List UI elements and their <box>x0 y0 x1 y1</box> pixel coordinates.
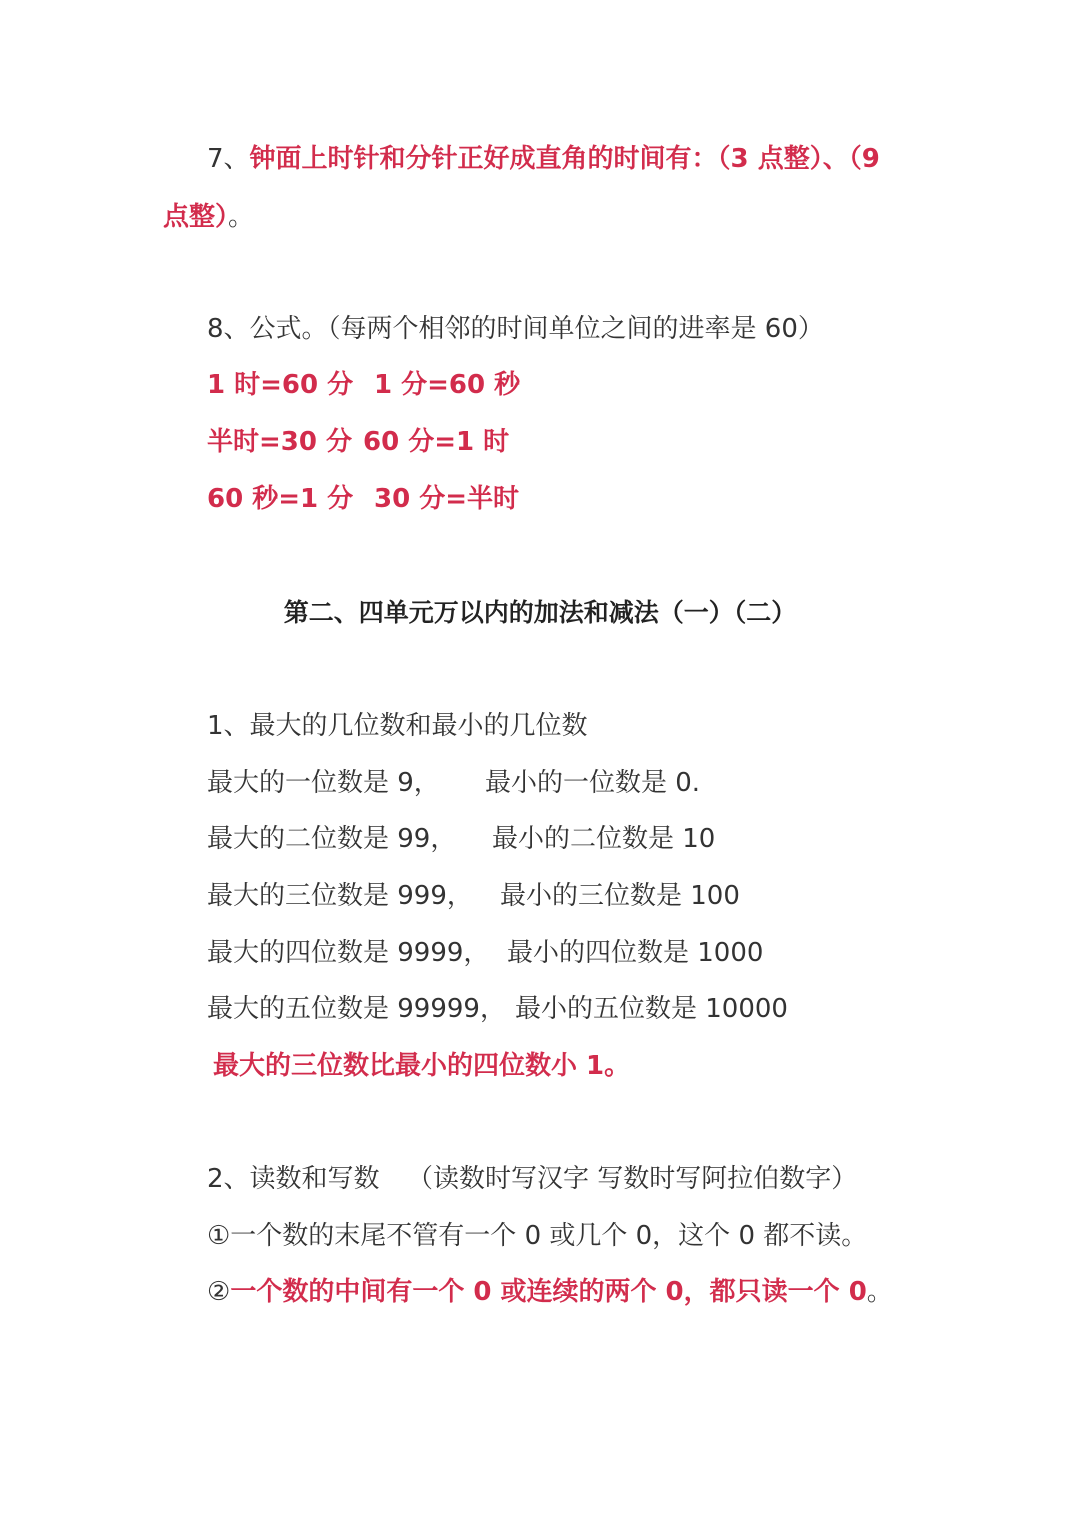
min-digit-text: 最小的一位数是 0. <box>485 768 701 798</box>
item1-highlight: 最大的三位数比最小的四位数小 1。 <box>213 1051 631 1081</box>
circled-two-mark: ② <box>207 1277 231 1307</box>
max-digit-text: 最大的三位数是 999， <box>207 881 473 911</box>
item8-formula-row <box>207 425 510 459</box>
item7-line2-bold: 点整） <box>163 202 229 232</box>
digit-row <box>207 936 764 970</box>
item2-rule1: ①一个数的末尾不管有一个 0 或几个 0，这个 0 都不读。 <box>207 1221 868 1251</box>
min-digit-text: 最小的五位数是 10000 <box>515 994 788 1024</box>
item7-line2 <box>163 200 254 234</box>
item8-heading: 8、公式。（每两个相邻的时间单位之间的进率是 60） <box>207 314 824 344</box>
item1-heading: 1、最大的几位数和最小的几位数 <box>207 711 588 741</box>
item7-text: 钟面上时针和分针正好成直角的时间有：（3 点整）、（9 <box>249 144 880 174</box>
min-digit-text: 最小的二位数是 10 <box>492 824 716 854</box>
item8-formula-row <box>207 368 521 402</box>
max-digit-text: 最大的一位数是 9， <box>207 768 440 798</box>
formula-a: 1 时=60 分 <box>207 370 354 400</box>
formula-a: 60 秒=1 分 <box>207 484 354 514</box>
digit-row <box>207 879 740 913</box>
section-title: 第二、四单元万以内的加法和减法（一）（二） <box>283 598 797 627</box>
max-digit-text: 最大的二位数是 99， <box>207 824 457 854</box>
digit-row <box>207 822 716 856</box>
item7-line1 <box>207 142 880 176</box>
item2-rule2-bold: 一个数的中间有一个 0 或连续的两个 0，都只读一个 0 <box>230 1277 867 1307</box>
min-digit-text: 最小的三位数是 100 <box>500 881 740 911</box>
formula-b: 30 分=半时 <box>374 484 520 514</box>
item7-number: 7、 <box>207 144 250 174</box>
item2-heading-row <box>207 1162 858 1196</box>
formula-a: 半时=30 分 <box>207 427 353 457</box>
item2-rule2 <box>207 1275 893 1309</box>
item2-note: （读数时写汉字 写数时写阿拉伯数字） <box>407 1164 858 1194</box>
formula-b: 1 分=60 秒 <box>374 370 521 400</box>
digit-row <box>207 766 701 800</box>
formula-b: 60 分=1 时 <box>363 427 510 457</box>
max-digit-text: 最大的四位数是 9999， <box>207 938 490 968</box>
digit-row <box>207 992 788 1026</box>
min-digit-text: 最小的四位数是 1000 <box>507 938 764 968</box>
item7-line2-end: 。 <box>228 202 255 232</box>
max-digit-text: 最大的五位数是 99999， <box>207 994 506 1024</box>
item2-heading: 2、读数和写数 <box>207 1164 380 1194</box>
item8-formula-row <box>207 482 520 516</box>
item2-rule2-end: 。 <box>866 1277 893 1307</box>
